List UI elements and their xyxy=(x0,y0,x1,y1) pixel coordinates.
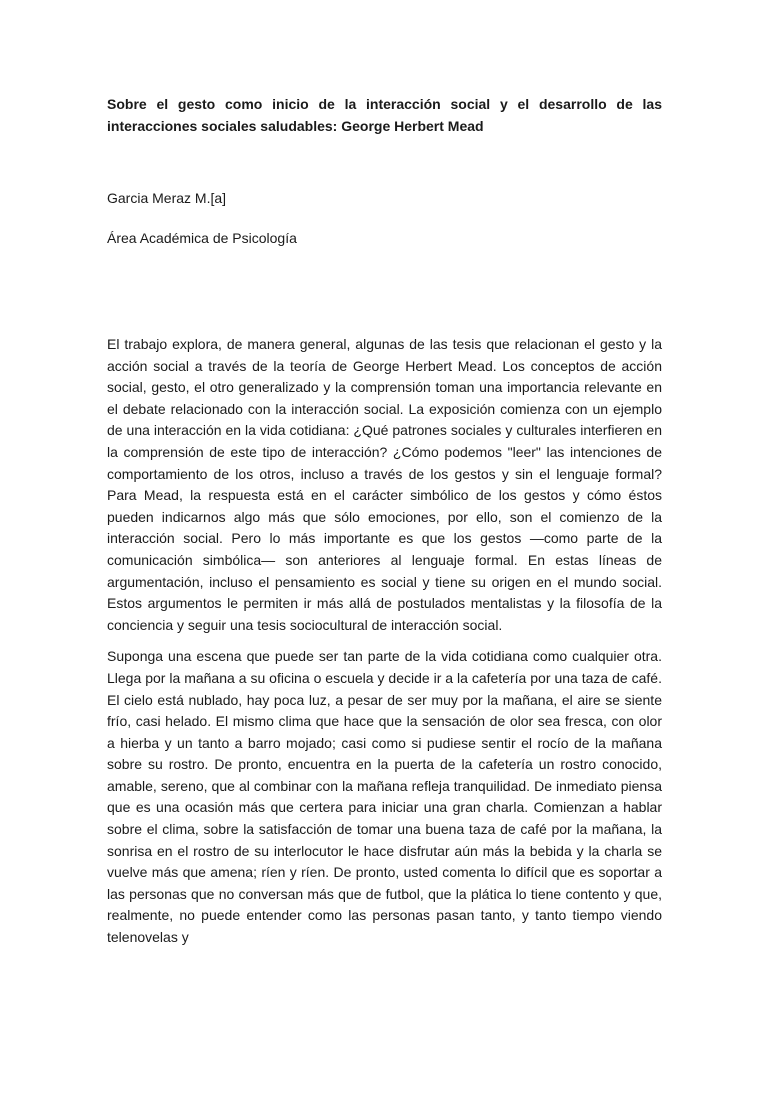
body-paragraph: Suponga una escena que puede ser tan parte de la vida cotidiana como cualquier otra. Llega por la mañana a su oficina o escuela y decide ir a la cafetería por una taza de café. El cielo está nublado, hay poca luz, a pesar de ser muy por la mañana, el aire se siente frío, casi helado. El mismo clima que hace que la sensación de olor sea fresca, con olor a hierba y un tanto a barro mojado; casi como si pudiese sentir el rocío de la mañana sobre su rostro. De pronto, encuentra en la puerta de la cafetería un rostro conocido, amable, sereno, que al combinar con la mañana refleja tranquilidad. De inmediato piensa que es una ocasión más que certera para iniciar una gran charla. Comienzan a hablar sobre el clima, sobre la satisfacción de tomar una buena taza de café por la mañana, la sonrisa en el rostro de su interlocutor le hace disfrutar aún más la bebida y la charla se vuelve más que amena; ríen y ríen. De pronto, usted comenta lo difícil que es soportar a las personas que no conversan más que de futbol, que la plática lo tiene contento y que, realmente, no puede entender como las personas pasan tanto, y tanto tiempo viendo telenovelas y xyxy=(107,648,662,946)
document-title: Sobre el gesto como inicio de la interacción social y el desarrollo de las interacciones sociales saludables: George Herbert Mead xyxy=(107,96,662,134)
abstract-paragraph: El trabajo explora, de manera general, algunas de las tesis que relacionan el gesto y la acción social a través de la teoría de George Herbert Mead. Los conceptos de acción social, gesto, el otro generalizado y la comprensión toman una importancia relevante en el debate relacionado con la interacción social. La exposición comienza con un ejemplo de una interacción en la vida cotidiana: ¿Qué patrones sociales y culturales interfieren en la comprensión de este tipo de interacción? ¿Cómo podemos "leer" las intenciones de comportamiento de los otros, incluso a través de los gestos y sin el lenguaje formal? Para Mead, la respuesta está en el carácter simbólico de los gestos y cómo éstos pueden indicarnos algo más que sólo emociones, por ello, son el comienzo de la interacción social. Pero lo más importante es que los gestos —como parte de la comunicación simbólica— son anteriores al lenguaje formal. En estas líneas de argumentación, incluso el pensamiento es social y tiene su origen en el mundo social. Estos argumentos le permiten ir más allá de postulados mentalistas y la filosofía de la conciencia y seguir una tesis sociocultural de interacción social. xyxy=(107,336,662,633)
document-page xyxy=(0,93,768,1117)
author-affiliation: Área Académica de Psicología xyxy=(107,230,297,246)
author-name: Garcia Meraz M.[a] xyxy=(107,190,227,206)
body-text xyxy=(107,334,662,949)
